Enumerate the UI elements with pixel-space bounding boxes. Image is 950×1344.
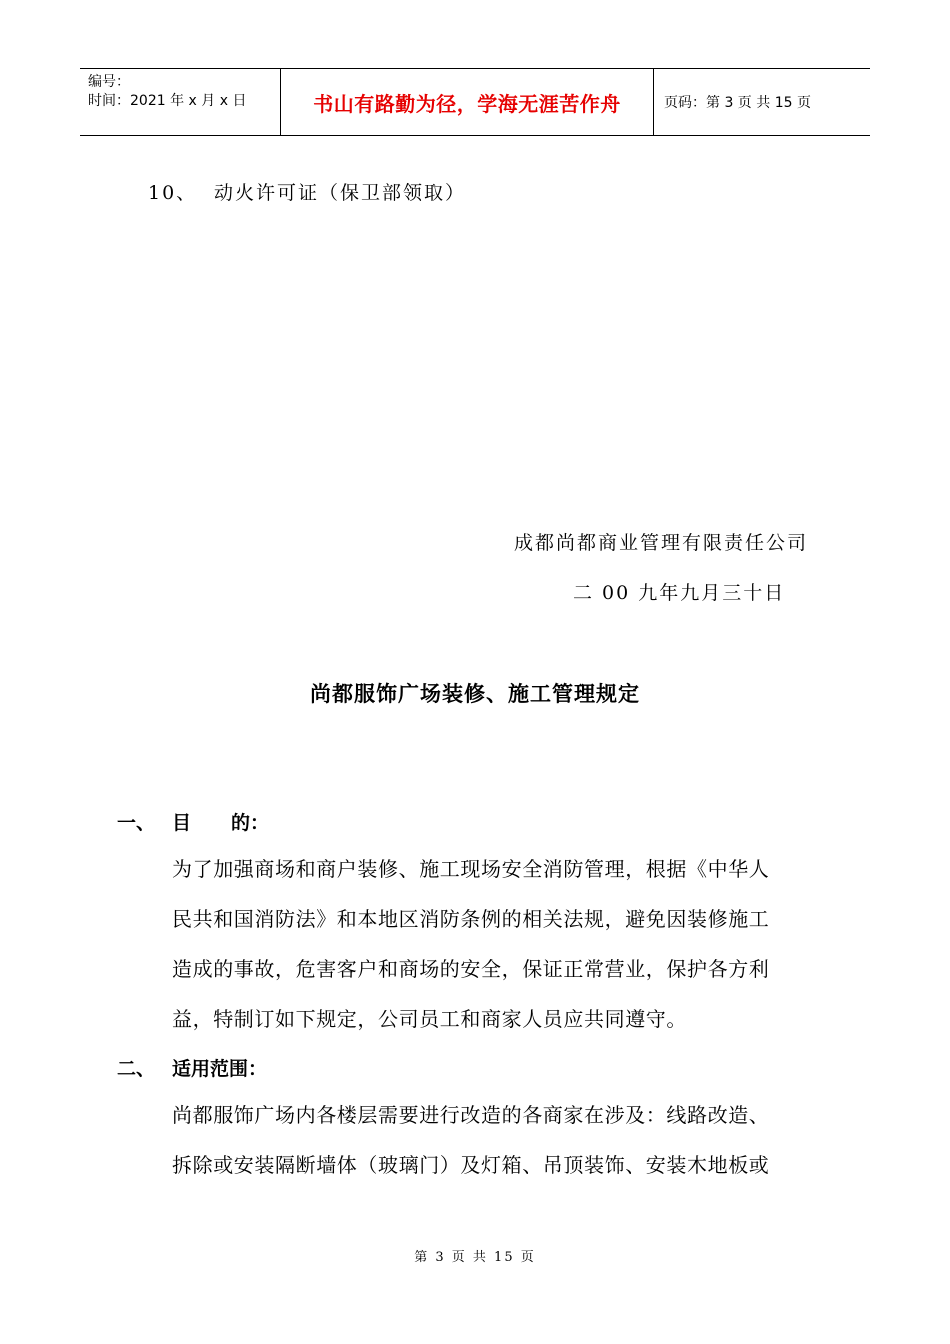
paragraph-line: 拆除或安装隔断墙体（玻璃门）及灯箱、吊顶装饰、安装木地板或 <box>172 1153 770 1177</box>
section-heading-part2: 的： <box>231 812 270 834</box>
page-footer: 第 3 页 共 15 页 <box>414 1250 536 1265</box>
list-item <box>148 178 466 205</box>
signature-company: 成都尚都商业管理有限责任公司 <box>514 532 809 554</box>
header-page-cell <box>654 69 870 135</box>
paragraph-line: 造成的事故，危害客户和商场的安全，保证正常营业，保护各方利 <box>172 957 770 981</box>
header-motto-cell <box>281 69 654 135</box>
section-heading-purpose <box>117 808 269 835</box>
section-heading-part1: 目 <box>172 812 192 834</box>
paragraph-line: 为了加强商场和商户装修、施工现场安全消防管理，根据《中华人 <box>172 857 770 881</box>
section-body-purpose <box>172 844 840 1044</box>
document-title: 尚都服饰广场装修、施工管理规定 <box>310 682 640 706</box>
signature-date: 二 00 九年九月三十日 <box>573 582 786 604</box>
list-item-text: 动火许可证（保卫部领取） <box>214 182 467 204</box>
header-meta-cell <box>80 69 281 135</box>
section-number: 二、 <box>117 1058 156 1080</box>
document-time-label: 时间：2021 年 x 月 x 日 <box>88 93 247 109</box>
document-number-label: 编号： <box>88 74 130 90</box>
paragraph-line: 益，特制订如下规定，公司员工和商家人员应共同遵守。 <box>172 1007 687 1031</box>
list-item-number: 10、 <box>148 182 198 204</box>
section-body-scope <box>172 1090 840 1190</box>
page-header <box>80 68 870 136</box>
header-motto: 书山有路勤为径，学海无涯苦作舟 <box>313 91 621 116</box>
section-heading-scope <box>117 1054 267 1081</box>
section-number: 一、 <box>117 812 156 834</box>
header-page-info: 页码：第 3 页 共 15 页 <box>664 95 811 111</box>
section-heading-text: 适用范围： <box>172 1058 268 1080</box>
paragraph-line: 民共和国消防法》和本地区消防条例的相关法规，避免因装修施工 <box>172 907 770 931</box>
paragraph-line: 尚都服饰广场内各楼层需要进行改造的各商家在涉及：线路改造、 <box>172 1103 770 1127</box>
